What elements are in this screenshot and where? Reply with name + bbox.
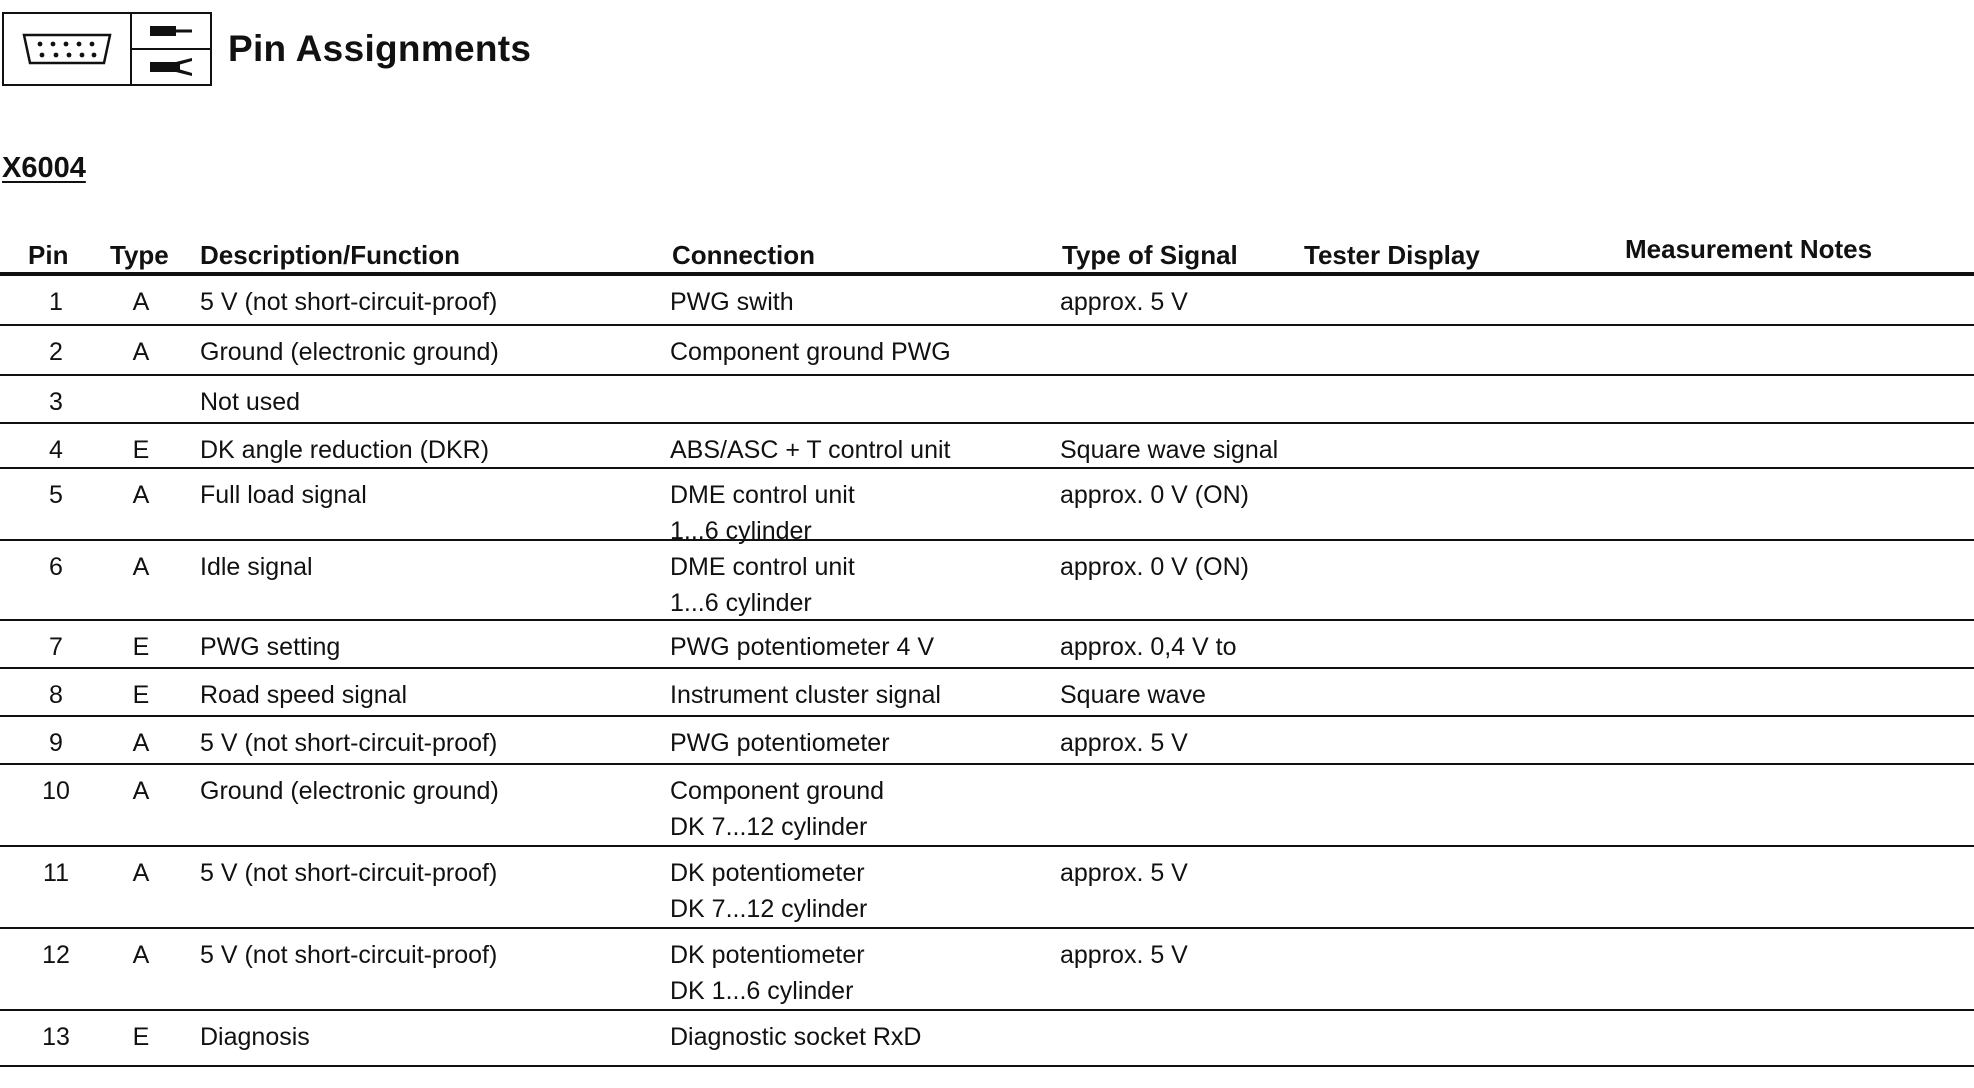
col-header-pin: Pin <box>28 240 69 270</box>
signal-type: Square wave signal <box>1060 436 1279 464</box>
table-row <box>0 541 1974 621</box>
table-row <box>0 929 1974 1011</box>
pin-number: 4 <box>49 436 63 464</box>
col-header-tester: Tester Display <box>1304 240 1480 270</box>
pin-description: PWG setting <box>200 633 341 661</box>
pin-description: Ground (electronic ground) <box>200 338 499 366</box>
table-row <box>0 765 1974 847</box>
connection-line: DK potentiometer <box>670 941 865 969</box>
pin-type: A <box>132 338 150 366</box>
pin-connection <box>670 855 867 927</box>
table-row <box>0 326 1974 376</box>
pin-number: 13 <box>42 1023 70 1051</box>
pin-number: 6 <box>49 553 63 581</box>
pin-number: 5 <box>49 481 63 509</box>
col-header-type: Type <box>110 240 169 270</box>
connection-line: DME control unit <box>670 481 855 509</box>
pin-number: 1 <box>49 288 63 316</box>
connection-line: PWG potentiometer <box>670 729 890 757</box>
pin-type: E <box>132 681 150 709</box>
pin-description: DK angle reduction (DKR) <box>200 436 490 464</box>
col-header-signal: Type of Signal <box>1062 240 1238 270</box>
pin-table <box>0 276 1974 1067</box>
page-header <box>2 12 531 86</box>
pin-description: 5 V (not short-circuit-proof) <box>200 729 498 757</box>
pin-number: 9 <box>49 729 63 757</box>
signal-type: approx. 0 V (ON) <box>1060 481 1249 509</box>
table-row <box>0 276 1974 326</box>
connection-line: DK 1...6 cylinder <box>670 977 854 1005</box>
connection-line: Component ground PWG <box>670 338 951 366</box>
table-row <box>0 621 1974 669</box>
connection-line: DK 7...12 cylinder <box>670 813 868 841</box>
pin-description: Idle signal <box>200 553 313 581</box>
pin-connection <box>670 773 884 845</box>
table-row <box>0 717 1974 765</box>
page-title: Pin Assignments <box>228 28 532 69</box>
col-header-connection: Connection <box>672 240 815 270</box>
connection-line: ABS/ASC + T control unit <box>670 436 951 464</box>
signal-type: approx. 5 V <box>1060 729 1188 757</box>
pin-type: A <box>132 777 150 805</box>
pin-type: A <box>132 288 150 316</box>
col-header-notes: Measurement Notes <box>1625 234 1873 264</box>
signal-type: approx. 0 V (ON) <box>1060 553 1249 581</box>
pin-connection <box>670 432 950 468</box>
connector-id: X6004 <box>2 152 86 184</box>
connection-line: Diagnostic socket RxD <box>670 1023 922 1051</box>
connection-line: PWG swith <box>670 288 794 316</box>
signal-type: approx. 5 V <box>1060 941 1188 969</box>
signal-type: approx. 5 V <box>1060 859 1188 887</box>
pin-description: Ground (electronic ground) <box>200 777 499 805</box>
pin-connection <box>670 549 855 621</box>
pin-number: 7 <box>49 633 63 661</box>
pin-connection <box>670 937 865 1009</box>
pin-description: 5 V (not short-circuit-proof) <box>200 941 498 969</box>
table-header <box>0 230 1974 278</box>
connector-icon <box>20 31 114 67</box>
connection-line: DK 7...12 cylinder <box>670 895 868 923</box>
plug-pin-icon <box>146 23 196 39</box>
connector-symbol-box <box>2 12 212 86</box>
pin-type: A <box>132 729 150 757</box>
signal-type: approx. 5 V <box>1060 288 1188 316</box>
connection-line: Component ground <box>670 777 885 805</box>
plug-pin-cell <box>132 14 210 48</box>
pin-number: 12 <box>42 941 70 969</box>
connection-line: 1...6 cylinder <box>670 589 812 617</box>
connection-line: 1...6 cylinder <box>670 517 812 545</box>
pin-number: 8 <box>49 681 63 709</box>
pin-type: E <box>132 633 150 661</box>
table-row <box>0 1011 1974 1067</box>
signal-type: Square wave <box>1060 681 1206 709</box>
table-row <box>0 469 1974 545</box>
table-row <box>0 376 1974 424</box>
pin-description: 5 V (not short-circuit-proof) <box>200 859 498 887</box>
pin-connection <box>670 284 794 320</box>
pin-type: A <box>132 941 150 969</box>
pin-connection <box>670 677 941 713</box>
connection-line: DME control unit <box>670 553 855 581</box>
pin-number: 3 <box>49 388 63 416</box>
pin-description: Road speed signal <box>200 681 408 709</box>
table-row <box>0 424 1974 469</box>
pin-type: E <box>132 436 150 464</box>
pin-type: E <box>132 1023 150 1051</box>
pin-description: 5 V (not short-circuit-proof) <box>200 288 498 316</box>
plug-socket-icon <box>146 58 196 76</box>
pin-type: A <box>132 859 150 887</box>
pin-number: 11 <box>43 859 69 887</box>
pin-number: 10 <box>42 777 70 805</box>
signal-type: approx. 0,4 V to <box>1060 633 1237 661</box>
pin-connection <box>670 477 855 549</box>
plug-icons-cell <box>132 14 210 84</box>
col-header-description: Description/Function <box>200 240 460 270</box>
pin-connection <box>670 629 934 665</box>
connection-line: PWG potentiometer 4 V <box>670 633 935 661</box>
table-row <box>0 847 1974 929</box>
connection-line: DK potentiometer <box>670 859 865 887</box>
pin-number: 2 <box>49 338 63 366</box>
connector-icon-cell <box>4 14 132 84</box>
pin-description: Not used <box>200 388 301 416</box>
pin-connection <box>670 334 951 370</box>
connection-line: Instrument cluster signal <box>670 681 941 709</box>
pin-connection <box>670 1019 921 1055</box>
table-row <box>0 669 1974 717</box>
pin-description: Full load signal <box>200 481 367 509</box>
pin-type: A <box>132 553 150 581</box>
pin-type: A <box>132 481 150 509</box>
plug-socket-cell <box>132 48 210 84</box>
pin-description: Diagnosis <box>200 1023 310 1051</box>
pin-connection <box>670 725 890 761</box>
